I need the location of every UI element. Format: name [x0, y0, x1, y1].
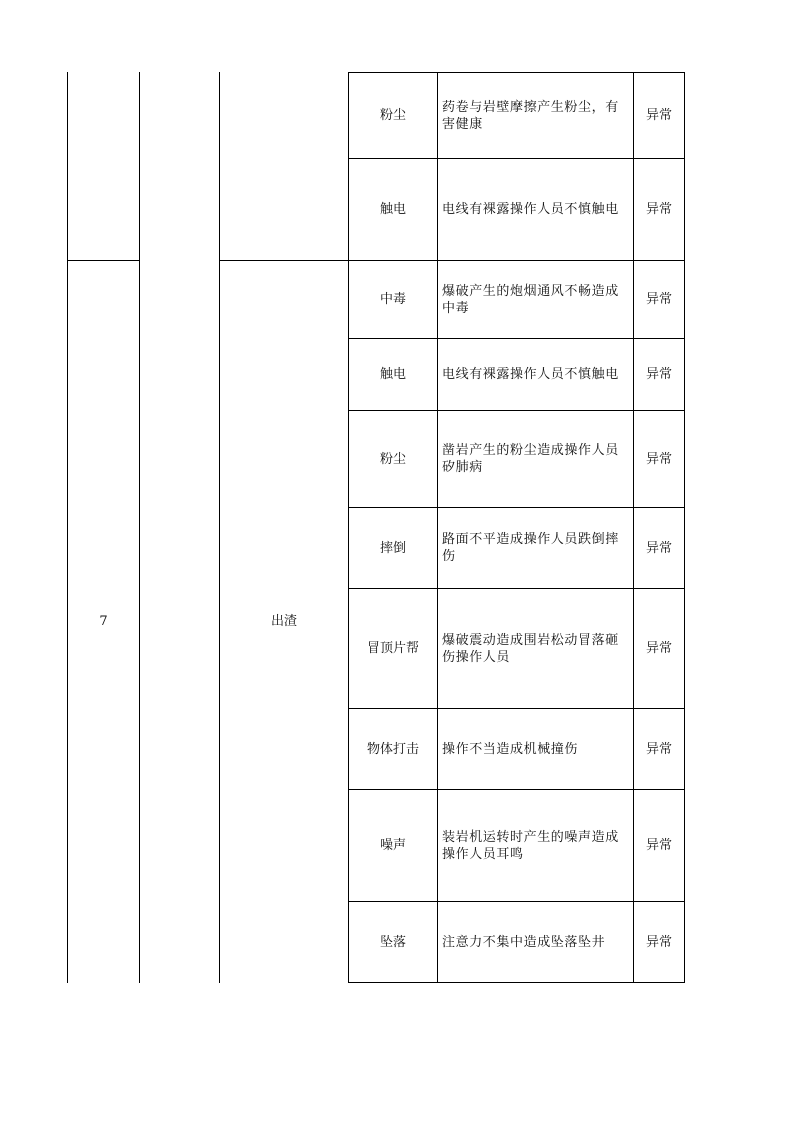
description-text: 装岩机运转时产生的噪声造成操作人员耳鸣 [442, 829, 619, 862]
description-text: 操作不当造成机械撞伤 [442, 741, 579, 757]
description-cell [438, 159, 633, 260]
hazard-cell: 粉尘 [379, 108, 406, 123]
status-cell: 异常 [645, 451, 672, 467]
description-cell [438, 411, 633, 507]
status-cell: 异常 [645, 741, 672, 757]
description-cell [438, 589, 633, 708]
hazard-cell: 物体打击 [366, 741, 419, 757]
col-line-2 [139, 72, 140, 983]
hazard-cell: 坠落 [379, 934, 406, 950]
description-text: 注意力不集中造成坠落坠井 [442, 934, 606, 950]
hazard-cell: 中毒 [379, 292, 406, 307]
hazard-cell: 冒顶片帮 [366, 641, 419, 656]
description-text: 电线有裸露操作人员不慎触电 [442, 367, 619, 382]
description-cell [438, 709, 633, 789]
row-number: 7 [99, 614, 108, 629]
status-cell: 异常 [645, 641, 672, 656]
hazard-cell: 粉尘 [379, 451, 406, 467]
description-cell [438, 902, 633, 982]
description-text: 药卷与岩壁摩擦产生粉尘，有害健康 [442, 99, 619, 132]
status-cell: 异常 [645, 934, 672, 950]
description-text: 爆破产生的炮烟通风不畅造成中毒 [442, 283, 619, 316]
description-cell [438, 790, 633, 901]
hazard-cell: 摔倒 [379, 540, 406, 556]
hazard-cell: 噪声 [379, 838, 406, 853]
row-line-bottom [348, 982, 685, 983]
status-cell: 异常 [645, 540, 672, 556]
description-cell [438, 73, 633, 158]
description-cell [438, 339, 633, 410]
status-cell: 异常 [645, 108, 672, 123]
hazard-cell: 触电 [379, 367, 406, 382]
description-text: 爆破震动造成围岩松动冒落砸伤操作人员 [442, 632, 619, 665]
description-text: 凿岩产生的粉尘造成操作人员矽肺病 [442, 443, 619, 475]
status-cell: 异常 [645, 292, 672, 307]
process-name: 出渣 [270, 614, 297, 629]
hazard-cell: 触电 [379, 202, 406, 217]
description-text: 路面不平造成操作人员跌倒摔伤 [442, 532, 619, 564]
description-cell [438, 508, 633, 588]
col-line-7 [684, 72, 685, 983]
description-text: 电线有裸露操作人员不慎触电 [442, 202, 619, 217]
status-cell: 异常 [645, 367, 672, 382]
status-cell: 异常 [645, 838, 672, 853]
description-cell [438, 261, 633, 338]
status-cell: 异常 [645, 202, 672, 217]
